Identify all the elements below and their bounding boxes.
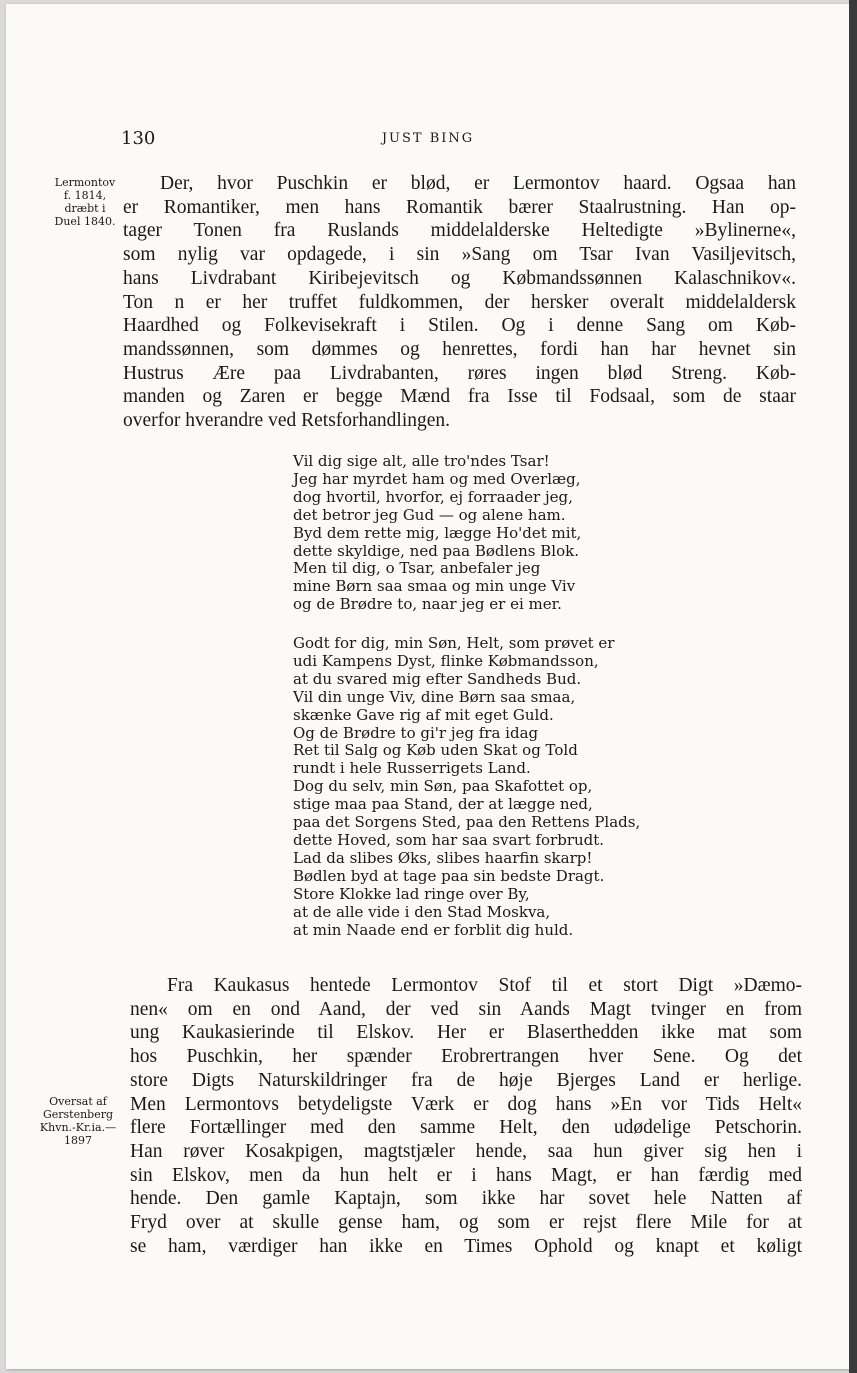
- text-line: Fryd over at skulle gense ham, og som er rejst flere Mile for at: [130, 1212, 802, 1234]
- text-line: Hustrus Ære paa Livdrabanten, røres ingen blød Streng. Køb-: [123, 362, 796, 384]
- text-line: hende. Den gamle Kaptajn, som ikke har sovet hele Natten af: [130, 1188, 802, 1210]
- margin-note-line: Lermontov: [54, 176, 116, 189]
- poem-stanza-1: [293, 453, 581, 614]
- verse-line: at de alle vide i den Stad Moskva,: [293, 902, 551, 921]
- verse-line: Store Klokke lad ringe over By,: [293, 884, 530, 903]
- verse-line: skænke Gave rig af mit eget Guld.: [293, 705, 554, 724]
- text-line: Fra Kaukasus hentede Lermontov Stof til et stort Digt »Dæmo-: [167, 975, 802, 996]
- text-line: manden og Zaren er begge Mænd fra Isse til Fodsaal, som de staar: [123, 386, 796, 408]
- verse-line: Vil dig sige alt, alle tro'ndes Tsar!: [293, 452, 550, 470]
- verse-line: Byd dem rette mig, lægge Ho'det mit,: [293, 523, 582, 542]
- margin-note-line: Gerstenberg: [42, 1108, 114, 1121]
- verse-line: dette skyldige, ned paa Bødlens Blok.: [293, 541, 579, 560]
- verse-line: rundt i hele Russerrigets Land.: [293, 759, 531, 778]
- poem-stanza-2: [293, 635, 640, 939]
- verse-line: stige maa paa Stand, der at lægge ned,: [293, 795, 593, 814]
- text-line: nen« om en ond Aand, der ved sin Aands Magt tvinger en from: [130, 998, 802, 1020]
- margin-note-oversat: [26, 1095, 130, 1147]
- text-line: som nylig var opdagede, i sin »Sang om Tsar Ivan Vasiljevitsch,: [123, 244, 796, 266]
- page-header: [6, 128, 850, 152]
- verse-line: paa det Sorgens Sted, paa den Rettens Plads,: [293, 813, 641, 832]
- page-number: 130: [121, 128, 156, 149]
- verse-line: dette Hoved, som har saa svart forbrudt.: [293, 830, 605, 849]
- text-line: tager Tonen fra Ruslands middelalderske Heltedigte »Bylinerne«,: [123, 220, 796, 242]
- verse-line: dog hvortil, hvorfor, ej forraader jeg,: [293, 487, 573, 506]
- text-line: er Romantiker, men hans Romantik bærer Staalrustning. Han op-: [123, 196, 796, 218]
- margin-note-line: 1897: [64, 1134, 92, 1147]
- text-line: se ham, værdiger han ikke en Times Ophold og knapt et køligt: [130, 1235, 802, 1257]
- verse-line: at du svared mig efter Sandheds Bud.: [293, 669, 582, 688]
- text-line: Haardhed og Folkevisekraft i Stilen. Og i denne Sang om Køb-: [123, 315, 796, 337]
- verse-line: Og de Brødre to gi'r jeg fra idag: [293, 723, 539, 742]
- text-line: Der, hvor Puschkin er blød, er Lermontov haard. Ogsaa han: [160, 173, 796, 194]
- verse-line: udi Kampens Dyst, flinke Købmandsson,: [293, 651, 599, 670]
- paragraph-1: [123, 172, 796, 433]
- text-line: hans Livdrabant Kiribejevitsch og Købmandssønnen Kalaschnikov«.: [123, 267, 796, 289]
- text-line: Han røver Kosakpigen, magtstjæler hende, saa hun giver sig hen i: [130, 1140, 802, 1162]
- text-line: hos Puschkin, her spænder Erobrertrangen hver Sene. Og det: [130, 1046, 802, 1068]
- margin-note-line: Oversat af: [49, 1095, 107, 1108]
- text-line: overfor hverandre ved Retsforhandlingen.: [123, 410, 451, 432]
- verse-line: og de Brødre to, naar jeg er ei mer.: [293, 595, 562, 614]
- verse-line: Men til dig, o Tsar, anbefaler jeg: [293, 559, 541, 578]
- text-line: store Digts Naturskildringer fra de høje Bjerges Land er herlige.: [130, 1069, 802, 1091]
- verse-line: Bødlen byd at tage paa sin bedste Dragt.: [293, 866, 605, 885]
- text-line: sin Elskov, men da hun helt er i hans Magt, er han færdig med: [130, 1164, 802, 1186]
- margin-note-line: Duel 1840.: [54, 215, 116, 228]
- margin-note-line: Khvn.-Kr.ia.—: [39, 1121, 117, 1134]
- verse-line: det betror jeg Gud — og alene ham.: [293, 505, 566, 524]
- verse-line: mine Børn saa smaa og min unge Viv: [293, 577, 576, 596]
- text-line: Ton n er her truffet fuldkommen, der hersker overalt middelaldersk: [123, 291, 796, 313]
- verse-line: Godt for dig, min Søn, Helt, som prøvet er: [293, 634, 615, 652]
- verse-line: at min Naade end er forblit dig huld.: [293, 920, 574, 939]
- verse-line: Dog du selv, min Søn, paa Skafottet op,: [293, 777, 593, 796]
- verse-line: Vil din unge Viv, dine Børn saa smaa,: [293, 687, 576, 706]
- text-line: flere Fortællinger med den samme Helt, den udødelige Petschorin.: [130, 1117, 802, 1139]
- margin-note-lermontov: [44, 176, 126, 228]
- verse-line: Lad da slibes Øks, slibes haarfin skarp!: [293, 848, 593, 867]
- book-page: [6, 4, 850, 1369]
- verse-line: Jeg har myrdet ham og med Overlæg,: [293, 469, 581, 488]
- running-head: JUST BING: [381, 131, 475, 146]
- paragraph-2: [130, 974, 802, 1258]
- text-line: Men Lermontovs betydeligste Værk er dog hans »En vor Tids Helt«: [130, 1093, 802, 1115]
- margin-note-line: f. 1814,: [63, 189, 107, 202]
- verse-line: Ret til Salg og Køb uden Skat og Told: [293, 741, 578, 760]
- scan-edge: [849, 0, 857, 1373]
- margin-note-line: dræbt i: [64, 202, 106, 215]
- text-line: ung Kaukasierinde til Elskov. Her er Blaserthedden ikke mat som: [130, 1022, 802, 1044]
- text-line: mandssønnen, som dømmes og henrettes, fordi han har hevnet sin: [123, 338, 796, 360]
